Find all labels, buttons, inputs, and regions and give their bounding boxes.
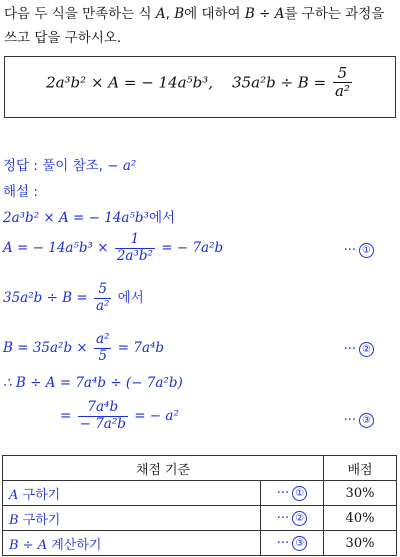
table-row	[3, 506, 397, 531]
dots: ···	[343, 342, 356, 357]
circled-number-2: ②	[292, 511, 307, 526]
solution-heading: 해설 :	[3, 184, 38, 200]
circled-number-3: ③	[292, 536, 307, 551]
fraction-numerator: 5	[94, 282, 111, 299]
circled-number-2: ②	[359, 342, 374, 357]
question-text-part: 다음 두 식을 만족하는 식	[4, 6, 156, 22]
solution-fraction	[94, 282, 111, 314]
solution-line-5	[3, 375, 396, 391]
dots: ···	[276, 535, 290, 551]
variable-a: A	[155, 6, 166, 22]
rubric-header-score: 배점	[324, 456, 397, 481]
rubric-variable: B	[9, 512, 19, 528]
rubric-item	[3, 531, 261, 556]
fraction-denominator: 2a³b²	[116, 247, 153, 264]
rubric-score: 40%	[324, 506, 397, 531]
question-comma: ,	[165, 6, 175, 22]
solution-math: B = 35a²b ×	[3, 340, 88, 357]
step-marker-3	[344, 413, 374, 428]
given-fraction	[333, 65, 352, 101]
given-equations-box	[4, 56, 396, 118]
rubric-item	[3, 506, 261, 531]
variable-b: B	[174, 6, 185, 22]
solution-math: = − 7a²b	[161, 240, 224, 257]
table-row	[3, 531, 397, 556]
rubric-variable: A	[9, 487, 19, 503]
fraction-denominator: a²	[96, 297, 110, 314]
solution-fraction	[115, 232, 155, 264]
question-text-part: 에 대하여	[184, 6, 245, 22]
question-expression: B ÷ A	[244, 6, 285, 22]
fraction-denominator: a²	[334, 82, 350, 101]
rubric-text: 계산하기	[47, 537, 102, 553]
dots: ···	[343, 413, 356, 428]
solution-text: 에서	[148, 210, 176, 226]
question-text	[4, 2, 396, 50]
solution-line-3	[3, 282, 396, 314]
given-equation-2: 35a²b ÷ B =	[232, 73, 327, 92]
circled-number-1: ①	[292, 486, 307, 501]
solution-math: 35a²b ÷ B =	[3, 290, 88, 307]
solution-fraction	[94, 332, 111, 364]
answer-value: − a²	[107, 158, 137, 174]
rubric-header-row	[3, 456, 397, 481]
fraction-numerator: 1	[115, 232, 155, 249]
step-marker-2	[344, 342, 374, 357]
question-text-part: 를 구하는 과정을 쓰고 답을 구하시오.	[4, 6, 385, 46]
solution-math: = 7a⁴b	[117, 340, 165, 357]
fraction-denominator: − 7a²b	[79, 415, 126, 432]
fraction-denominator: 5	[98, 347, 108, 364]
solution-math: ∴ B ÷ A = 7a⁴b ÷ (− 7a²b)	[3, 375, 183, 391]
circled-number-3: ③	[359, 413, 374, 428]
rubric-text: 구하기	[18, 487, 61, 503]
answer-line	[3, 154, 396, 174]
solution-line-2	[3, 232, 396, 264]
solution-math: =	[60, 408, 72, 425]
rubric-score: 30%	[324, 481, 397, 506]
solution-math: = − a²	[134, 408, 179, 425]
solution-line-4	[3, 332, 396, 364]
rubric-mark	[261, 531, 324, 556]
rubric-item	[3, 481, 261, 506]
solution-math: A = − 14a⁵b³ ×	[3, 240, 109, 257]
solution-text: 에서	[113, 290, 144, 307]
solution-math: 2a³b² × A = − 14a⁵b³	[3, 210, 149, 226]
table-row	[3, 481, 397, 506]
given-equation-1: 2a³b² × A = − 14a⁵b³,	[46, 73, 213, 92]
dots: ···	[276, 485, 290, 501]
rubric-score: 30%	[324, 531, 397, 556]
step-marker-1	[344, 243, 374, 258]
rubric-variable: B ÷ A	[9, 537, 48, 553]
grading-rubric-table	[2, 455, 397, 556]
solution-line-1	[3, 206, 396, 226]
dots: ···	[276, 510, 290, 526]
rubric-text: 구하기	[18, 512, 61, 528]
fraction-numerator: 5	[333, 65, 352, 83]
answer-label: 정답 : 풀이 참조,	[3, 158, 103, 174]
circled-number-1: ①	[359, 243, 374, 258]
rubric-mark	[261, 506, 324, 531]
rubric-header-criteria: 채점 기준	[3, 456, 324, 481]
fraction-numerator: 7a⁴b	[78, 400, 128, 417]
fraction-numerator: a²	[96, 331, 110, 347]
rubric-mark	[261, 481, 324, 506]
dots: ···	[343, 243, 356, 258]
solution-fraction	[78, 400, 128, 432]
